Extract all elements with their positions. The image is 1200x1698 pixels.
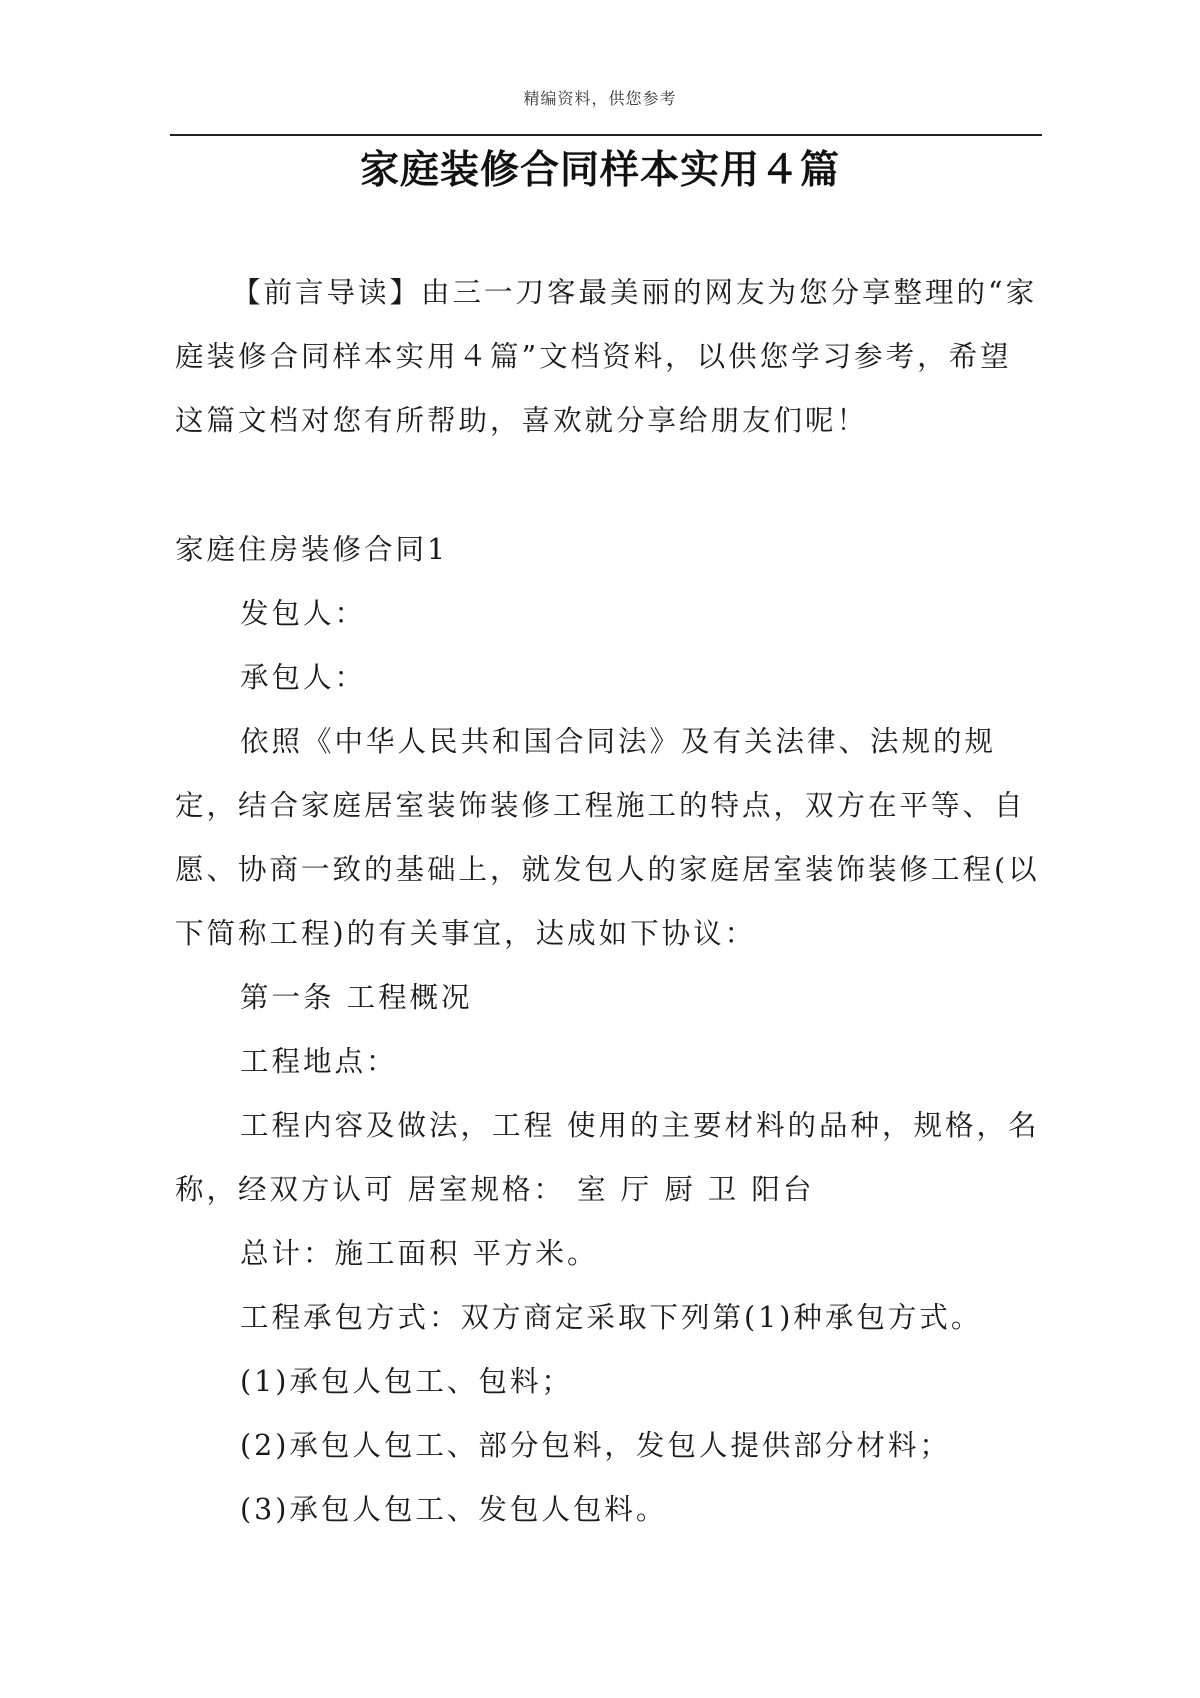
paragraph-contractor: 承包人：	[240, 661, 367, 694]
paragraph-area: 总计：施工面积 平方米。	[240, 1237, 599, 1270]
paragraph-legal-basis: 依照《中华人民共和国合同法》及有关法律、法规的规定，结合家庭居室装饰装修工程施工的特点，双方在平等、自愿、协商一致的基础上，就发包人的家庭居室装饰装修工程(以下简称工程)的有关事宜，达成如下协议：	[175, 725, 1040, 950]
section-title: 家庭住房装修合同1	[175, 533, 449, 566]
list-item-option-2: (2)承包人包工、部分包料，发包人提供部分材料；	[240, 1429, 951, 1462]
paragraph-method: 工程承包方式：双方商定采取下列第(1)种承包方式。	[240, 1301, 983, 1334]
paragraph-employer: 发包人：	[240, 597, 367, 630]
paragraph-content: 工程内容及做法，工程 使用的主要材料的品种，规格，名称，经双方认可 居室规格： 室 厅 厨 卫 阳台	[175, 1109, 1040, 1206]
contract-body	[175, 518, 1040, 1542]
document-title: 家庭装修合同样本实用４篇	[359, 147, 840, 193]
paragraph-article-one: 第一条 工程概况	[240, 981, 473, 1014]
header-note: 精编资料，供您参考	[523, 89, 677, 108]
intro-paragraph: 【前言导读】由三一刀客最美丽的网友为您分享整理的“家庭装修合同样本实用４篇”文档资料，以供您学习参考，希望这篇文档对您有所帮助，喜欢就分享给朋友们呢！	[175, 276, 1038, 437]
header-divider	[170, 134, 1042, 136]
list-item-option-1: (1)承包人包工、包料；	[240, 1365, 573, 1398]
paragraph-location: 工程地点：	[240, 1045, 398, 1078]
list-item-option-3: (3)承包人包工、发包人包料。	[240, 1493, 668, 1526]
